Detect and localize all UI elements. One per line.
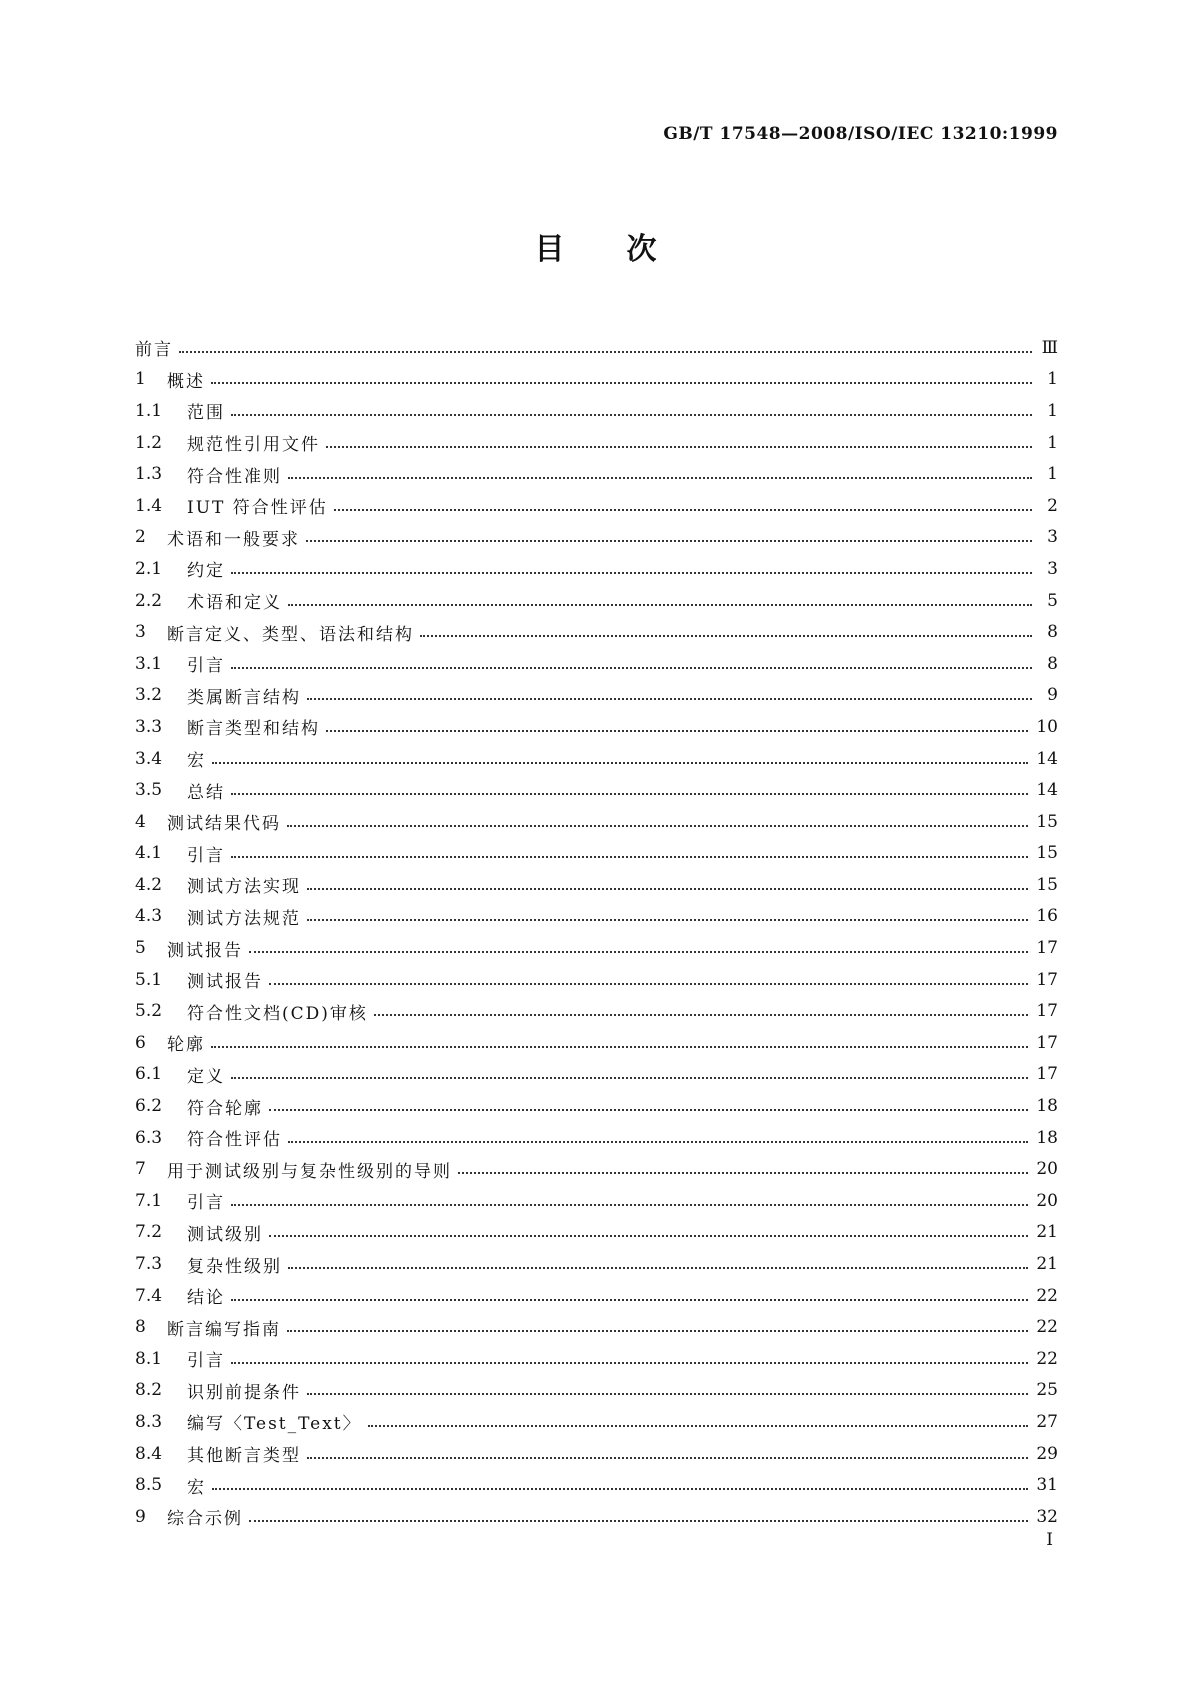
toc-entry-title: 用于测试级别与复杂性级别的导则 — [167, 1161, 452, 1182]
toc-entry[interactable] — [135, 869, 1058, 901]
toc-entry-number: 7.1 — [135, 1190, 163, 1211]
toc-entry-title: 引言 — [187, 656, 225, 677]
toc-entry-page: 15 — [1036, 874, 1058, 895]
toc-entry-title: 结论 — [187, 1288, 225, 1309]
toc-entry-page: 27 — [1036, 1411, 1058, 1432]
dot-leader — [307, 919, 1028, 921]
dot-leader — [231, 1299, 1028, 1301]
toc-entry-title: 测试方法规范 — [187, 908, 301, 929]
toc-entry[interactable] — [135, 616, 1058, 648]
toc-entry-title: 断言编写指南 — [167, 1319, 281, 1340]
toc-entry-title: 引言 — [187, 1351, 225, 1372]
toc-entry-page: 18 — [1036, 1127, 1058, 1148]
toc-entry[interactable] — [135, 806, 1058, 838]
toc-entry-page: 17 — [1036, 1001, 1058, 1022]
toc-entry-title: 断言定义、类型、语法和结构 — [167, 624, 414, 645]
toc-entry-number: 2.2 — [135, 590, 163, 611]
toc-entry-title: 综合示例 — [167, 1509, 243, 1530]
toc-entry[interactable] — [135, 1469, 1058, 1501]
toc-entry-page: 8 — [1047, 653, 1058, 674]
toc-entry-page: 20 — [1036, 1159, 1058, 1180]
toc-entry-page: 1 — [1047, 432, 1058, 453]
toc-entry[interactable] — [135, 1090, 1058, 1122]
toc-entry-title: 符合性评估 — [187, 1130, 282, 1151]
toc-entry-number: 1.3 — [135, 464, 163, 485]
toc-entry-page: 15 — [1036, 843, 1058, 864]
dot-leader — [307, 888, 1028, 890]
toc-entry[interactable] — [135, 1027, 1058, 1059]
dot-leader — [249, 1520, 1028, 1522]
toc-entry[interactable] — [135, 932, 1058, 964]
dot-leader — [307, 1457, 1028, 1459]
dot-leader — [231, 1077, 1028, 1079]
dot-leader — [269, 983, 1028, 985]
toc-entry-number: 7.2 — [135, 1222, 163, 1243]
dot-leader — [288, 477, 1032, 479]
toc-entry-title: 引言 — [187, 1193, 225, 1214]
toc-entry-page: 18 — [1036, 1096, 1058, 1117]
dot-leader — [231, 667, 1032, 669]
toc-entry-number: 4 — [135, 811, 146, 832]
toc-entry[interactable] — [135, 680, 1058, 712]
toc-entry-page: 25 — [1036, 1380, 1058, 1401]
toc-entry-number: 8.1 — [135, 1348, 163, 1369]
toc-entry[interactable] — [135, 585, 1058, 617]
toc-entry-number: 7 — [135, 1159, 146, 1180]
dot-leader — [269, 1109, 1028, 1111]
dot-leader — [211, 1046, 1028, 1048]
toc-entry[interactable] — [135, 1375, 1058, 1407]
toc-entry-number: 8.5 — [135, 1475, 163, 1496]
toc-entry[interactable] — [135, 395, 1058, 427]
toc-entry-page: 22 — [1036, 1285, 1058, 1306]
dot-leader — [249, 951, 1028, 953]
toc-entry-number: 5.1 — [135, 969, 163, 990]
toc-entry[interactable] — [135, 1501, 1058, 1533]
toc-entry-title: 规范性引用文件 — [187, 435, 320, 456]
toc-entry-number: 3 — [135, 622, 146, 643]
toc-entry-page: 10 — [1036, 716, 1058, 737]
toc-entry[interactable] — [135, 332, 1058, 364]
toc-entry-title: 断言类型和结构 — [187, 719, 320, 740]
toc-entry-number: 9 — [135, 1506, 146, 1527]
dot-leader — [212, 1488, 1028, 1490]
dot-leader — [231, 1362, 1028, 1364]
toc-entry[interactable] — [135, 553, 1058, 585]
toc-entry-page: 32 — [1036, 1506, 1058, 1527]
dot-leader — [231, 414, 1032, 416]
toc-entry[interactable] — [135, 648, 1058, 680]
toc-entry-title: 识别前提条件 — [187, 1382, 301, 1403]
toc-entry-title: 符合性准则 — [187, 466, 282, 487]
toc-entry[interactable] — [135, 458, 1058, 490]
toc-entry-number: 3.2 — [135, 685, 163, 706]
dot-leader — [288, 1267, 1028, 1269]
dot-leader — [374, 1014, 1028, 1016]
toc-entry-title: 测试报告 — [187, 972, 263, 993]
toc-entry[interactable] — [135, 1185, 1058, 1217]
toc-entry-number: 1 — [135, 369, 146, 390]
toc-entry-number: 8.4 — [135, 1443, 163, 1464]
toc-entry[interactable] — [135, 1438, 1058, 1470]
standard-code: GB/T 17548—2008/ISO/IEC 13210:1999 — [663, 124, 1058, 144]
toc-entry-title: IUT 符合性评估 — [187, 498, 328, 519]
dot-leader — [334, 509, 1032, 511]
toc-entry-number: 4.1 — [135, 843, 163, 864]
toc-entry-number: 8.2 — [135, 1380, 163, 1401]
toc-entry-number: 5 — [135, 938, 146, 959]
toc-entry-title: 符合性文档(CD)审核 — [187, 1003, 368, 1024]
toc-entry[interactable] — [135, 1059, 1058, 1091]
toc-entry-number: 6.3 — [135, 1127, 163, 1148]
toc-entry-title: 编写〈Test_Text〉 — [187, 1414, 362, 1435]
toc-entry-number: 8.3 — [135, 1411, 163, 1432]
toc-entry-number: 6.1 — [135, 1064, 163, 1085]
page-number: I — [1046, 1530, 1053, 1550]
toc-entry-number: 1.1 — [135, 400, 163, 421]
toc-entry[interactable] — [135, 774, 1058, 806]
toc-entry-page: 17 — [1036, 969, 1058, 990]
toc-entry-title: 范围 — [187, 403, 225, 424]
toc-entry-page: 14 — [1036, 780, 1058, 801]
dot-leader — [231, 856, 1028, 858]
toc-entry-page: 22 — [1036, 1348, 1058, 1369]
dot-leader — [326, 730, 1028, 732]
toc-entry-title: 测试级别 — [187, 1224, 263, 1245]
toc-entry-page: 8 — [1047, 622, 1058, 643]
toc-entry-page: 14 — [1036, 748, 1058, 769]
toc-entry[interactable] — [135, 1153, 1058, 1185]
toc-entry-page: 9 — [1047, 685, 1058, 706]
toc-entry-title: 概述 — [167, 371, 205, 392]
toc-entry-page: 17 — [1036, 938, 1058, 959]
toc-entry[interactable] — [135, 1248, 1058, 1280]
dot-leader — [288, 604, 1032, 606]
toc-entry-number: 7.4 — [135, 1285, 163, 1306]
toc-entry-page: 17 — [1036, 1064, 1058, 1085]
toc-entry-page: 3 — [1047, 527, 1058, 548]
toc-entry-title: 约定 — [187, 561, 225, 582]
toc-entry[interactable] — [135, 490, 1058, 522]
toc-entry-title: 其他断言类型 — [187, 1446, 301, 1467]
toc-entry-page: 16 — [1036, 906, 1058, 927]
page-title: 目次 — [534, 232, 719, 267]
toc-entry[interactable] — [135, 1122, 1058, 1154]
toc-entry[interactable] — [135, 1280, 1058, 1312]
toc-entry-title: 轮廓 — [167, 1035, 205, 1056]
dot-leader — [231, 572, 1032, 574]
toc-entry[interactable] — [135, 901, 1058, 933]
toc-entry-title: 总结 — [187, 782, 225, 803]
toc-entry-title: 复杂性级别 — [187, 1256, 282, 1277]
toc-entry[interactable] — [135, 838, 1058, 870]
toc-entry-number: 3.4 — [135, 748, 163, 769]
toc-entry[interactable] — [135, 1406, 1058, 1438]
toc-entry-page: 3 — [1047, 558, 1058, 579]
toc-entry-page: 1 — [1047, 400, 1058, 421]
toc-entry[interactable] — [135, 995, 1058, 1027]
toc-entry[interactable] — [135, 711, 1058, 743]
toc-entry-number: 3.5 — [135, 780, 163, 801]
dot-leader — [269, 1235, 1028, 1237]
toc-entry-number: 8 — [135, 1317, 146, 1338]
toc-entry-title: 宏 — [187, 1477, 206, 1498]
toc-entry-number: 3.3 — [135, 716, 163, 737]
dot-leader — [231, 1204, 1028, 1206]
toc-entry-page: 5 — [1047, 590, 1058, 611]
toc-entry-page: 22 — [1036, 1317, 1058, 1338]
toc-entry-number: 6 — [135, 1032, 146, 1053]
toc-entry-page: 20 — [1036, 1190, 1058, 1211]
dot-leader — [306, 540, 1032, 542]
toc-entry-page: 29 — [1036, 1443, 1058, 1464]
toc-entry-page: 2 — [1047, 495, 1058, 516]
toc-entry-number: 5.2 — [135, 1001, 163, 1022]
toc-entry[interactable] — [135, 964, 1058, 996]
toc-entry-page: 1 — [1047, 369, 1058, 390]
toc-entry-title: 术语和定义 — [187, 593, 282, 614]
toc-entry-page: 1 — [1047, 464, 1058, 485]
dot-leader — [287, 1330, 1028, 1332]
dot-leader — [288, 1141, 1028, 1143]
toc-entry-number: 6.2 — [135, 1096, 163, 1117]
dot-leader — [212, 762, 1028, 764]
toc-list — [135, 332, 1058, 1533]
dot-leader — [458, 1172, 1028, 1174]
dot-leader — [368, 1425, 1029, 1427]
dot-leader — [231, 793, 1028, 795]
toc-entry-number: 2.1 — [135, 558, 163, 579]
toc-entry-number: 4.3 — [135, 906, 163, 927]
toc-entry[interactable] — [135, 427, 1058, 459]
dot-leader — [179, 351, 1032, 353]
toc-entry-title: 类属断言结构 — [187, 687, 301, 708]
toc-entry-page: 15 — [1036, 811, 1058, 832]
dot-leader — [307, 1393, 1028, 1395]
dot-leader — [211, 382, 1032, 384]
toc-entry-page: Ⅲ — [1041, 337, 1058, 358]
toc-entry-page: 31 — [1036, 1475, 1058, 1496]
toc-entry[interactable] — [135, 743, 1058, 775]
toc-entry[interactable] — [135, 522, 1058, 554]
toc-entry[interactable] — [135, 1311, 1058, 1343]
toc-entry-number: 1.2 — [135, 432, 163, 453]
toc-entry-number: 4.2 — [135, 874, 163, 895]
toc-entry-title: 引言 — [187, 845, 225, 866]
toc-entry-page: 21 — [1036, 1222, 1058, 1243]
toc-entry-title: 前言 — [135, 340, 173, 361]
toc-entry-page: 17 — [1036, 1032, 1058, 1053]
toc-entry-page: 21 — [1036, 1254, 1058, 1275]
toc-entry-title: 测试方法实现 — [187, 877, 301, 898]
dot-leader — [287, 825, 1028, 827]
toc-entry-title: 定义 — [187, 1066, 225, 1087]
toc-entry-title: 宏 — [187, 751, 206, 772]
toc-entry-title: 测试报告 — [167, 940, 243, 961]
toc-entry-title: 测试结果代码 — [167, 814, 281, 835]
toc-entry[interactable] — [135, 1217, 1058, 1249]
toc-entry[interactable] — [135, 1343, 1058, 1375]
toc-entry[interactable] — [135, 364, 1058, 396]
toc-entry-title: 术语和一般要求 — [167, 529, 300, 550]
toc-entry-number: 1.4 — [135, 495, 163, 516]
toc-entry-number: 7.3 — [135, 1254, 163, 1275]
dot-leader — [420, 635, 1032, 637]
toc-entry-title: 符合轮廓 — [187, 1098, 263, 1119]
dot-leader — [326, 446, 1032, 448]
toc-entry-number: 3.1 — [135, 653, 163, 674]
toc-entry-number: 2 — [135, 527, 146, 548]
dot-leader — [307, 698, 1032, 700]
